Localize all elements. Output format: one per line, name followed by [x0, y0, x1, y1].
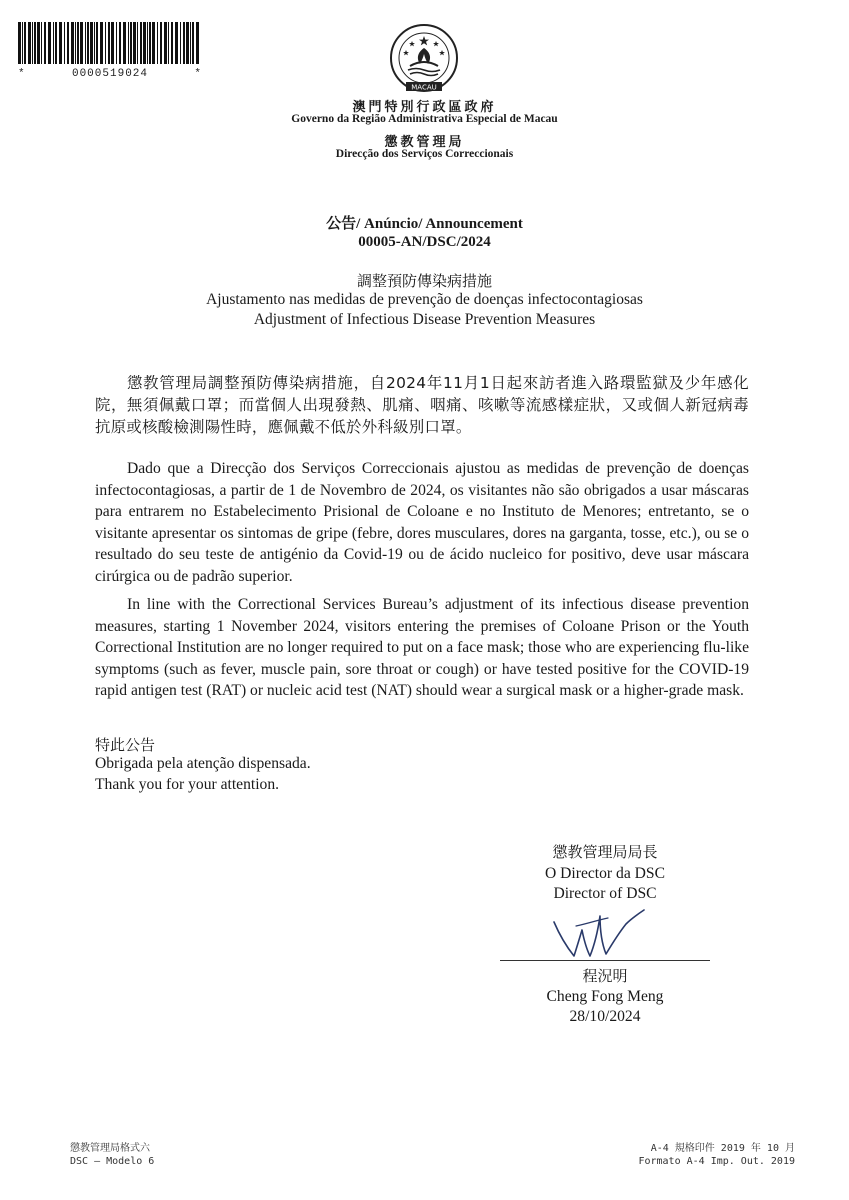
barcode-bar — [143, 22, 146, 64]
barcode-bar — [175, 22, 178, 64]
barcode-bar — [85, 22, 86, 64]
announcement-heading: 公告/ Anúncio/ Announcement — [326, 216, 523, 232]
barcode-bar — [183, 22, 185, 64]
body-paragraph-zh: 懲教管理局調整預防傳染病措施，自2024年11月1日起來訪者進入路環監獄及少年感化院，無須佩戴口罩；而當個人出現發熱、肌痛、咽痛、咳嗽等流感樣症狀，又或個人新冠病毒抗原或核酸檢測陽性時，應佩戴不低於外科級別口罩。 — [95, 374, 749, 436]
barcode-bar — [140, 22, 142, 64]
body-paragraph-en: In line with the Correctional Services Bureau’s adjustment of its infectious disease prevention measures, starting 1 November 2024, visitors entering the premises of Coloane Prison or the Youth Correctional Institution are no longer required to put on a face mask; those who are experiencing flu-like symptoms (such as fever, muscle pain, sore throat or cough) or have tested positive for the COVID-19 rapid antigen test (RAT) or nucleic acid test (NAT) should wear a surgical mask or a higher-grade mask. — [95, 596, 749, 699]
barcode-bar — [119, 22, 121, 64]
signatory-title-en: Director of DSC — [553, 885, 657, 902]
barcode-star-right: * — [194, 68, 202, 80]
barcode-bar — [22, 22, 23, 64]
barcode-bar — [55, 22, 57, 64]
barcode-bar — [18, 22, 21, 64]
body-paragraph-pt: Dado que a Direcção dos Serviços Correccionais ajustou as medidas de prevenção de doenças infectocontagiosas, a partir de 1 de Novembro de 2024, os visitantes não são obrigados a usar máscaras para entrarem no Estabelecimento Prisional de Coloane e no Instituto de Menores; entretanto, se o visitante apresentar os sintomas de gripe (febre, dores musculares, dores na garganta, tosse, etc.), ou se o resultado do seu teste de antigénio da Covid-19 ou de ácido nucleico for positivo, deve usar máscara cirúrgica ou de padrão superior. — [95, 460, 749, 585]
barcode-bar — [96, 22, 98, 64]
barcode-bar — [160, 22, 162, 64]
barcode-bar — [24, 22, 26, 64]
footer-print-pt: Formato A-4 Imp. Out. 2019 — [638, 1156, 795, 1167]
government-name-pt: Governo da Região Administrativa Especial de Macau — [291, 113, 558, 125]
barcode-bar — [168, 22, 169, 64]
barcode-bar — [130, 22, 132, 64]
barcode-bar — [108, 22, 110, 64]
barcode-bar — [149, 22, 151, 64]
barcode-bar — [75, 22, 76, 64]
department-name-zh: 懲教管理局 — [384, 135, 465, 150]
subject-en: Adjustment of Infectious Disease Prevention Measures — [253, 311, 596, 328]
barcode-bar — [190, 22, 191, 64]
barcode-bar — [37, 22, 40, 64]
announcement-number: 00005-AN/DSC/2024 — [358, 234, 491, 250]
closing-zh: 特此公告 — [95, 736, 156, 754]
barcode-bar — [196, 22, 199, 64]
barcode-bar — [180, 22, 181, 64]
barcode-bar — [157, 22, 158, 64]
barcode-bar — [34, 22, 36, 64]
barcode-bar — [90, 22, 93, 64]
barcode-bar — [32, 22, 33, 64]
barcode-bar — [147, 22, 148, 64]
barcode-bar — [48, 22, 51, 64]
barcode-bar — [80, 22, 83, 64]
barcode-bar — [59, 22, 62, 64]
barcode-bar — [100, 22, 103, 64]
barcode-star-left: * — [18, 68, 26, 80]
barcode-bar — [28, 22, 31, 64]
closing-pt: Obrigada pela atenção dispensada. — [95, 755, 311, 772]
footer-print-zh: A-4 規格印件 2019 年 10 月 — [650, 1143, 795, 1154]
barcode-bar — [105, 22, 106, 64]
barcode-bar — [137, 22, 138, 64]
barcode-bar — [64, 22, 65, 64]
signatory-title-zh: 懲教管理局局長 — [552, 843, 658, 861]
footer-left — [70, 1142, 154, 1168]
barcode-number-row — [18, 68, 202, 80]
subject-pt: Ajustamento nas medidas de prevenção de doenças infectocontagiosas — [206, 291, 643, 308]
barcode-bar — [94, 22, 95, 64]
signatory-title-pt: O Director da DSC — [545, 865, 665, 882]
barcode-bar — [67, 22, 69, 64]
barcode-bar — [128, 22, 129, 64]
barcode-bar — [123, 22, 126, 64]
footer-right — [638, 1142, 795, 1168]
signatory-name-zh: 程況明 — [582, 967, 628, 985]
barcode-bar — [192, 22, 194, 64]
signatory-name-en: Cheng Fong Meng — [546, 988, 664, 1005]
macau-emblem-icon — [388, 22, 460, 98]
subject-zh: 調整預防傳染病措施 — [356, 272, 492, 290]
footer-form-zh: 懲教管理局格式六 — [70, 1143, 150, 1154]
signature-date: 28/10/2024 — [569, 1008, 641, 1025]
closing-en: Thank you for your attention. — [95, 776, 280, 793]
barcode-bar — [152, 22, 155, 64]
barcode-bar — [116, 22, 117, 64]
barcode-bar — [87, 22, 89, 64]
footer-form-pt: DSC – Modelo 6 — [70, 1156, 155, 1167]
barcode-bar — [77, 22, 79, 64]
barcode-number: 0000519024 — [71, 68, 148, 80]
barcode-bar — [53, 22, 54, 64]
handwritten-signature — [546, 906, 656, 962]
barcode-bar — [44, 22, 46, 64]
barcode-bar — [111, 22, 114, 64]
barcode-bar — [171, 22, 173, 64]
barcode-bar — [164, 22, 167, 64]
barcode-bar — [186, 22, 189, 64]
government-name-zh: 澳門特別行政區政府 — [352, 100, 497, 115]
barcode — [18, 22, 202, 64]
department-name-pt: Direcção dos Serviços Correccionais — [335, 148, 514, 160]
barcode-bar — [71, 22, 74, 64]
barcode-bar — [41, 22, 42, 64]
emblem-label: MACAU — [411, 83, 437, 92]
signature-line — [500, 960, 710, 961]
barcode-bar — [133, 22, 136, 64]
